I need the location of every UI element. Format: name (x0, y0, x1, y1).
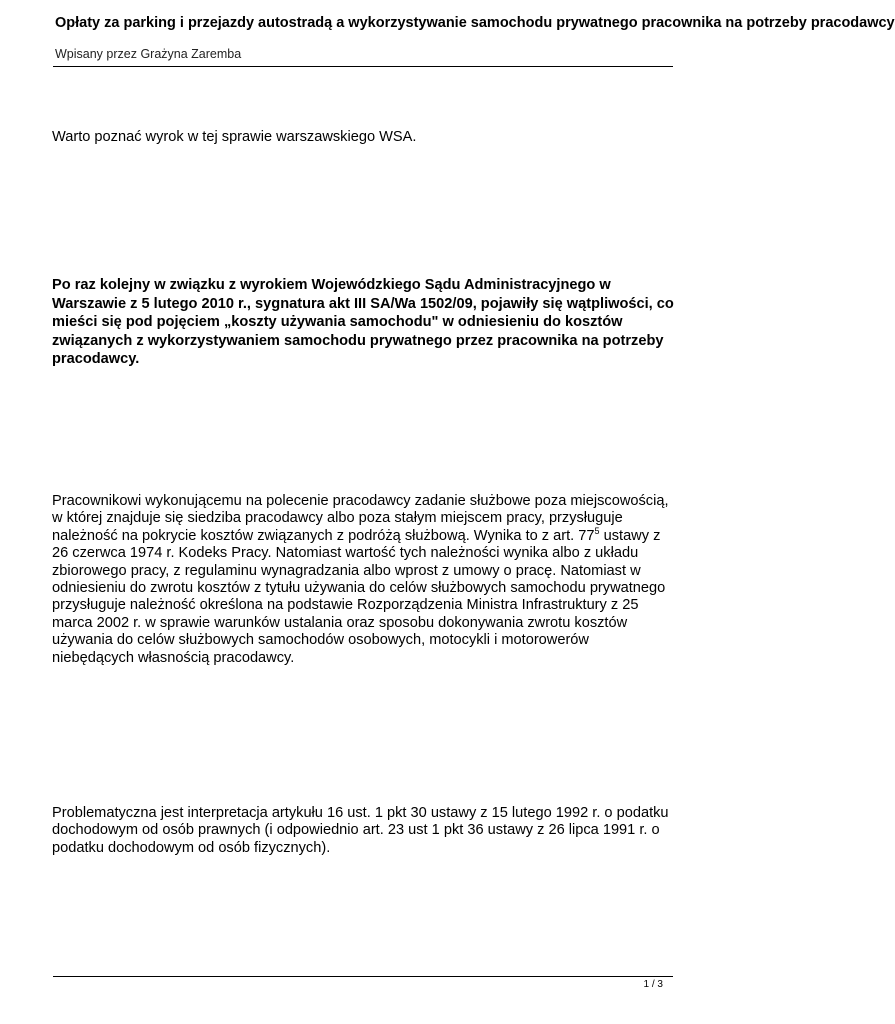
page-title: Opłaty za parking i przejazdy autostradą a wykorzystywanie samochodu prywatnego pracownika na potrzeby pracodawcy (55, 15, 895, 31)
intro-paragraph: Warto poznać wyrok w tej sprawie warszawskiego WSA. (52, 129, 417, 145)
header-divider (53, 66, 673, 67)
lead-paragraph: Po raz kolejny w związku z wyrokiem Wojewódzkiego Sądu Administracyjnego w Warszawie z 5 lutego 2010 r., sygnatura akt III SA/Wa 1502/09, pojawiły się wątpliwości, co mieści się pod pojęciem „koszty używania samochodu" w odniesieniu do kosztów związanych z wykorzystywaniem samochodu prywatnego przez pracownika na potrzeby pracodawcy. (52, 277, 674, 368)
body-paragraph-tax-law: Problematyczna jest interpretacja artykułu 16 ust. 1 pkt 30 ustawy z 15 lutego 1992 r. o podatku dochodowym od osób prawnych (i odpowiednio art. 23 ust 1 pkt 36 ustawy z 26 lipca 1991 r. o podatku dochodowym od osób fizycznych). (52, 805, 669, 856)
body-paragraph-text-part2: ustawy z 26 czerwca 1974 r. Kodeks Pracy. Natomiast wartość tych należności wynika albo z układu zbiorowego pracy, z regulaminu wynagradzania albo wprost z umowy o pracę. Natomiast w odniesieniu do zwrotu kosztów z tytułu używania do celów służbowych samochodu prywatnego przysługuje należność określona na podstawie Rozporządzenia Ministra Infrastruktury z 25 marca 2002 r. w sprawie warunków ustalania oraz sposobu dokonywania zwrotu kosztów używania do celów służbowych samochodów osobowych, motocykli i motorowerów niebędących własnością pracodawcy. (52, 527, 666, 666)
superscript-5: 5 (594, 525, 600, 536)
footer-divider (53, 976, 673, 977)
author-byline: Wpisany przez Grażyna Zaremba (55, 47, 242, 61)
body-paragraph-text-part1: Pracownikowi wykonującemu na polecenie pracodawcy zadanie służbowe poza miejscowością, w której znajduje się siedziba pracodawcy albo poza stałym miejscem pracy, przysługuje należność na pokrycie kosztów związanych z podróżą służbową. Wynika to z art. 77 (52, 493, 669, 544)
body-paragraph-labor-code (52, 493, 674, 667)
page-number: 1 / 3 (643, 979, 663, 990)
